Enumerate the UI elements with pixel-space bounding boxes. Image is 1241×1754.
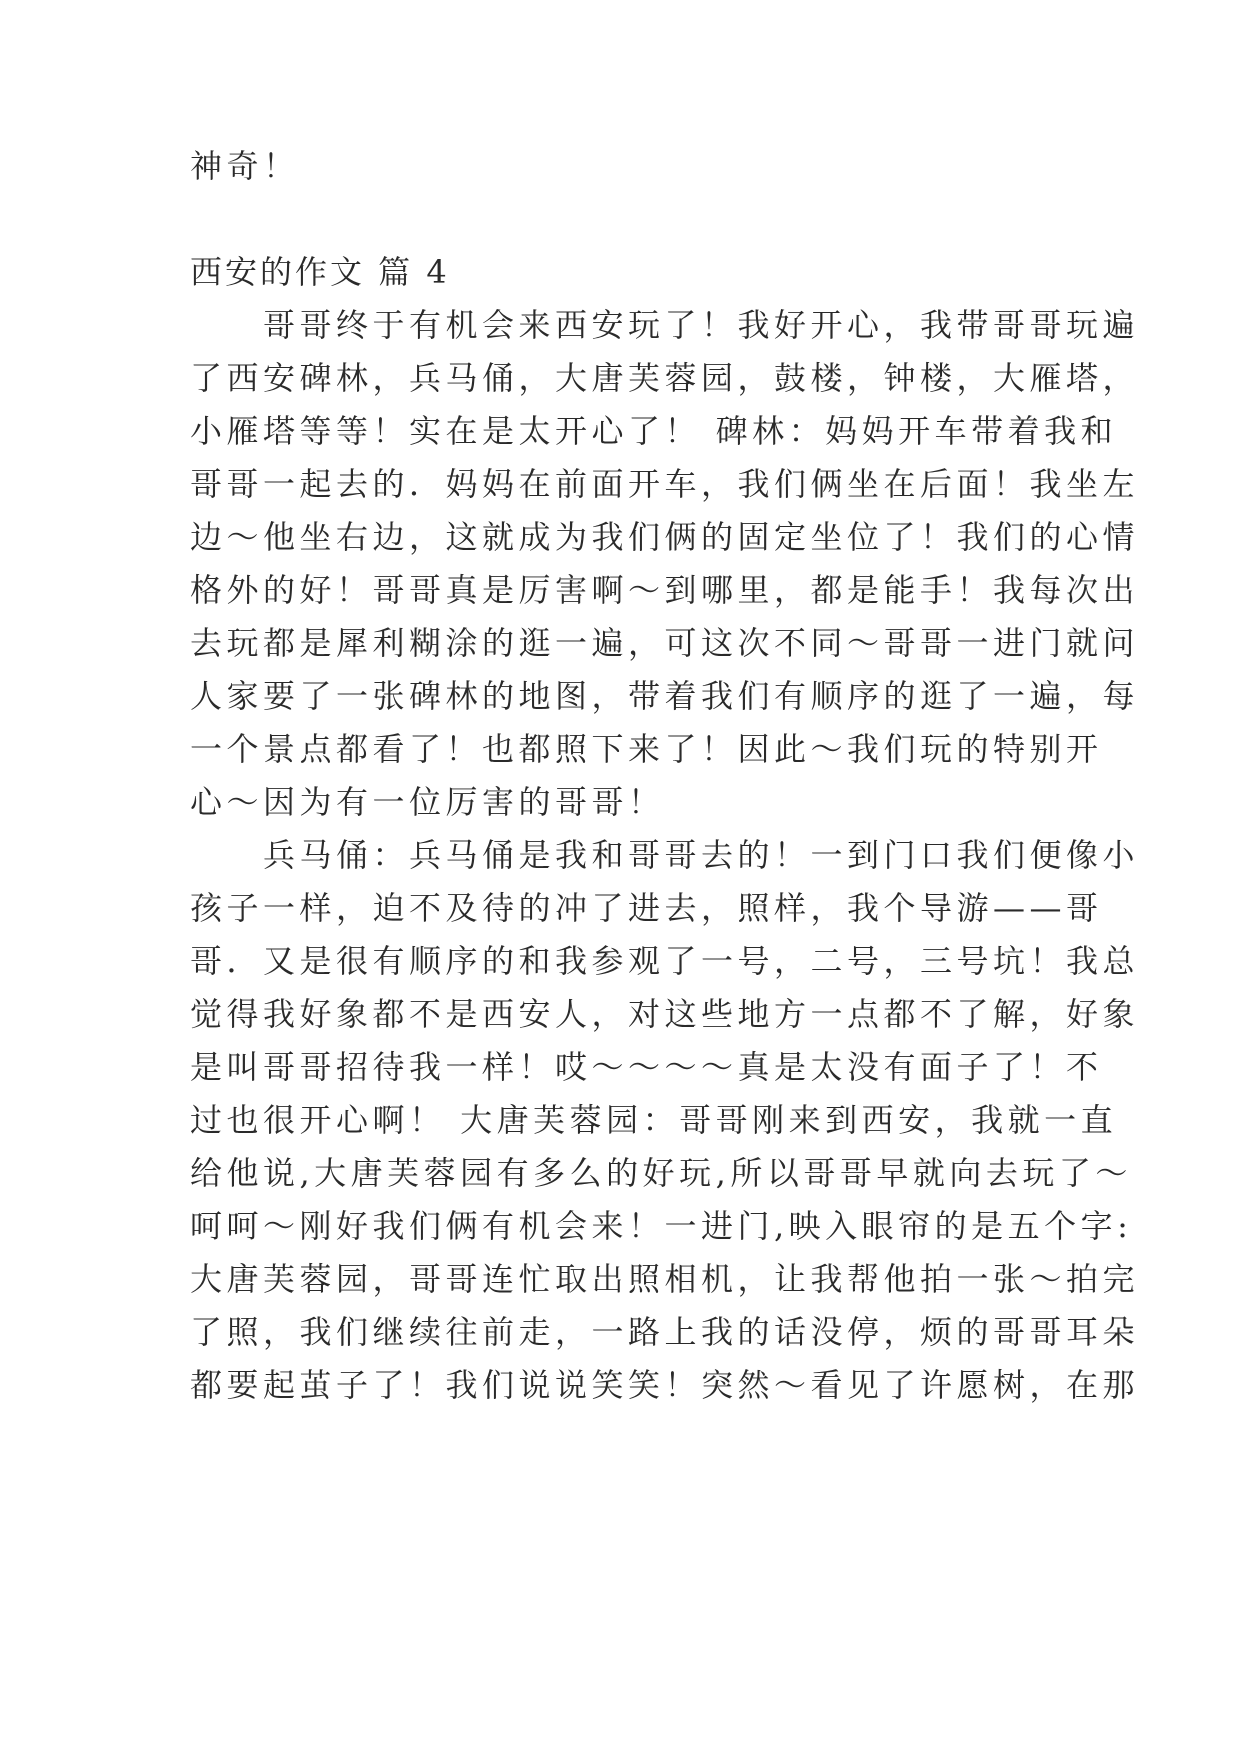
section-heading: 西安的作文 篇 4 (190, 253, 450, 291)
body-line: 边～他坐右边，这就成为我们俩的固定坐位了！我们的心情 (190, 518, 1140, 556)
body-line: 觉得我好象都不是西安人，对这些地方一点都不了解，好象 (190, 995, 1140, 1033)
previous-paragraph-tail: 神奇！ (190, 147, 300, 185)
body-line: 都要起茧子了！我们说说笑笑！突然～看见了许愿树，在那 (190, 1366, 1140, 1404)
body-line: 小雁塔等等！实在是太开心了！ 碑林：妈妈开车带着我和 (190, 412, 1118, 450)
body-line: 了照，我们继续往前走，一路上我的话没停，烦的哥哥耳朵 (190, 1313, 1140, 1351)
body-line: 是叫哥哥招待我一样！哎～～～～真是太没有面子了！不 (190, 1048, 1103, 1086)
body-line: 哥哥终于有机会来西安玩了！我好开心，我带哥哥玩遍 (190, 306, 1140, 344)
body-line: 呵呵～刚好我们俩有机会来！一进门,映入眼帘的是五个字: (190, 1207, 1133, 1245)
body-line: 兵马俑：兵马俑是我和哥哥去的！一到门口我们便像小 (190, 836, 1140, 874)
body-line: 格外的好！哥哥真是厉害啊～到哪里，都是能手！我每次出 (190, 571, 1140, 609)
body-line: 一个景点都看了！也都照下来了！因此～我们玩的特别开 (190, 730, 1103, 768)
body-line: 人家要了一张碑林的地图，带着我们有顺序的逛了一遍，每 (190, 677, 1140, 715)
body-line: 去玩都是犀利糊涂的逛一遍，可这次不同～哥哥一进门就问 (190, 624, 1140, 662)
body-line: 孩子一样，迫不及待的冲了进去，照样，我个导游——哥 (190, 889, 1103, 927)
body-line: 大唐芙蓉园，哥哥连忙取出照相机，让我帮他拍一张～拍完 (190, 1260, 1140, 1298)
body-line: 给他说,大唐芙蓉园有多么的好玩,所以哥哥早就向去玩了～ (190, 1154, 1132, 1192)
body-line: 了西安碑林，兵马俑，大唐芙蓉园，鼓楼，钟楼，大雁塔， (190, 359, 1140, 397)
body-line: 心～因为有一位厉害的哥哥！ (190, 783, 665, 821)
body-line: 过也很开心啊！ 大唐芙蓉园：哥哥刚来到西安，我就一直 (190, 1101, 1118, 1139)
body-line: 哥．又是很有顺序的和我参观了一号，二号，三号坑！我总 (190, 942, 1140, 980)
body-line: 哥哥一起去的．妈妈在前面开车，我们俩坐在后面！我坐左 (190, 465, 1140, 503)
